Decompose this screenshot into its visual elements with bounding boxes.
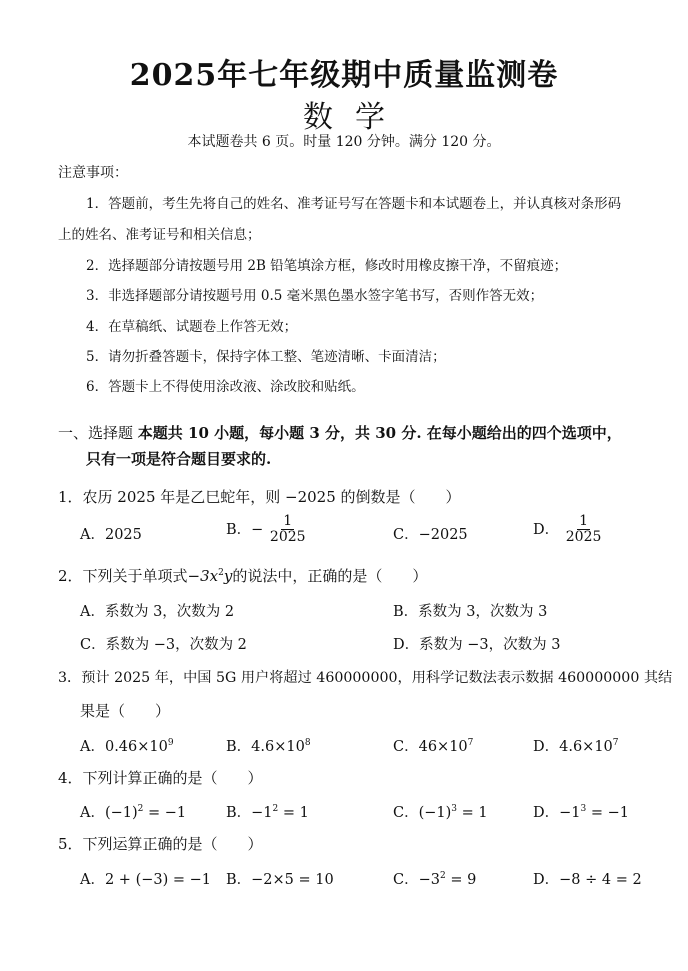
q3-option-d <box>533 735 619 756</box>
option-label: D． <box>533 521 560 538</box>
option-text: = 1 <box>278 805 309 821</box>
option-text: C．46×10 <box>393 739 468 755</box>
numerator: 1 <box>579 513 589 529</box>
option-text: B．4.6×10 <box>226 739 305 755</box>
fraction <box>564 514 604 546</box>
variable-y: y <box>223 567 233 585</box>
exponent: 2 <box>137 804 144 815</box>
exponent: 8 <box>304 738 311 749</box>
q2-option-c: C．系数为 −3，次数为 2 <box>80 637 247 653</box>
stem-text: 的说法中，正确的是（ ） <box>232 567 428 585</box>
option-text: = 1 <box>457 805 488 821</box>
section-rule: 本题共 10 小题，每小题 3 分，共 30 分. 在每小题给出的四个选项中， <box>137 424 622 442</box>
q4-option-b <box>226 801 309 822</box>
section-heading <box>58 422 622 443</box>
exponent: 2 <box>439 871 446 882</box>
q1-option-a: A．2025 <box>80 527 142 543</box>
note-item: 6．答题卡上不得使用涂改液、涂改胶和贴纸。 <box>86 379 365 395</box>
note-item: 1．答题前，考生先将自己的姓名、准考证号写在答题卡和本试题卷上，并认真核对条形码 <box>86 196 622 212</box>
q3-option-b <box>226 735 311 756</box>
q4-option-a <box>80 801 186 822</box>
stem-text: 2．下列关于单项式 <box>58 567 188 585</box>
q2-option-a: A．系数为 3，次数为 2 <box>80 604 235 620</box>
fraction <box>268 514 308 546</box>
option-text: D．−1 <box>533 805 581 821</box>
option-text: C．(−1) <box>393 805 452 821</box>
question-3-stem: 3．预计 2025 年，中国 5G 用户将超过 460000000，用科学记数法表示数据 460000000 其结 <box>58 670 673 686</box>
exponent: 2 <box>272 804 279 815</box>
note-item: 5．请勿折叠答题卡，保持字体工整、笔迹清晰、卡面清洁； <box>86 349 446 365</box>
note-item: 上的姓名、准考证号和相关信息； <box>58 227 261 243</box>
section-rule-cont: 只有一项是符合题目要求的. <box>86 450 272 468</box>
question-5-stem: 5．下列运算正确的是（ ） <box>58 835 263 853</box>
q5-option-b: B．−2×5 = 10 <box>226 872 334 888</box>
q5-option-d: D．−8 ÷ 4 = 2 <box>533 872 642 888</box>
monomial: −3x <box>187 567 219 585</box>
exam-info: 本试题卷共 6 页。时量 120 分钟。满分 120 分。 <box>187 134 501 150</box>
q2-option-b: B．系数为 3，次数为 3 <box>393 604 548 620</box>
note-item: 4．在草稿纸、试题卷上作答无效； <box>86 319 298 335</box>
q3-option-c <box>393 735 473 756</box>
option-text: A．(−1) <box>80 805 138 821</box>
q3-option-a <box>80 735 174 756</box>
question-1-stem: 1．农历 2025 年是乙巳蛇年，则 −2025 的倒数是（ ） <box>58 488 461 506</box>
exponent: 7 <box>612 738 619 749</box>
section-lead: 一、选择题 <box>58 424 134 442</box>
option-text: A．0.46×10 <box>80 739 168 755</box>
option-label: B． <box>226 521 252 538</box>
option-text: C．−3 <box>393 872 440 888</box>
exponent: 3 <box>580 804 587 815</box>
exponent: 2 <box>218 568 224 578</box>
q4-option-d <box>533 801 629 822</box>
denominator: 2025 <box>269 529 306 546</box>
exponent: 3 <box>451 804 458 815</box>
option-text: B．−1 <box>226 805 273 821</box>
notes-heading: 注意事项： <box>58 165 128 181</box>
q5-option-c <box>393 868 476 889</box>
minus-sign: − <box>251 521 264 538</box>
option-text: = −1 <box>143 805 187 821</box>
note-item: 2．选择题部分请按题号用 2B 铅笔填涂方框，修改时用橡皮擦干净，不留痕迹； <box>86 258 568 274</box>
q4-option-c <box>393 801 488 822</box>
q1-option-b <box>226 514 308 546</box>
denominator: 2025 <box>565 529 602 546</box>
q5-option-a: A．2 + (−3) = −1 <box>80 872 211 888</box>
q2-option-d: D．系数为 −3，次数为 3 <box>393 637 561 653</box>
exam-title: 2025年七年级期中质量监测卷 <box>129 58 559 93</box>
question-2-stem <box>58 565 427 586</box>
q1-option-c: C．−2025 <box>393 527 468 543</box>
exponent: 7 <box>467 738 474 749</box>
exponent: 9 <box>167 738 174 749</box>
option-text: = −1 <box>586 805 629 821</box>
question-3-stem-cont: 果是（ ） <box>80 702 171 720</box>
option-text: = 9 <box>445 872 477 888</box>
option-text: D．4.6×10 <box>533 739 613 755</box>
note-item: 3．非选择题部分请按题号用 0.5 毫米黑色墨水签字笔书写，否则作答无效； <box>86 288 544 304</box>
q1-option-d <box>533 514 603 546</box>
subject-title: 数学 <box>303 100 407 135</box>
numerator: 1 <box>283 513 293 529</box>
question-4-stem: 4．下列计算正确的是（ ） <box>58 769 263 787</box>
